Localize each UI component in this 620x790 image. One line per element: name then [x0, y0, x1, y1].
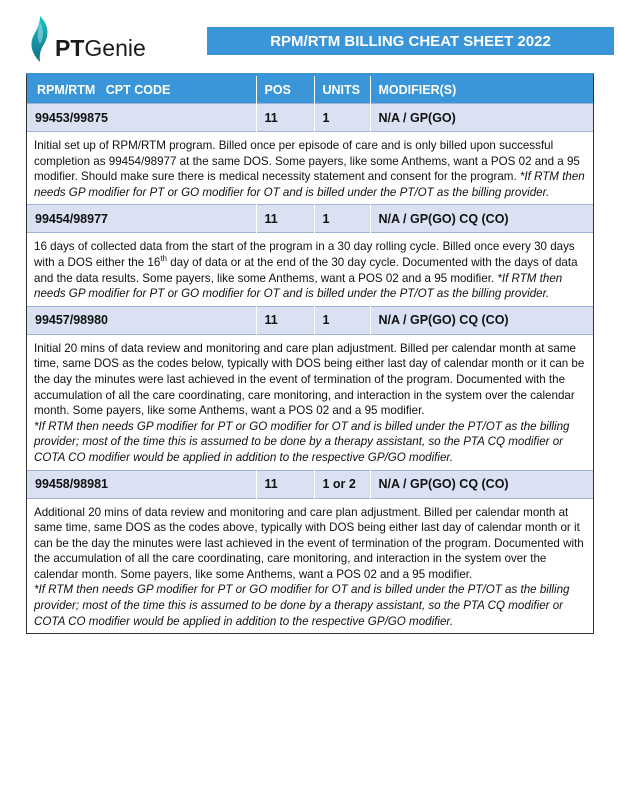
rtm-note: *If RTM then needs GP modifier for PT or GO modifier for OT and is billed under the PT/OT as the billing provider. — [34, 271, 563, 301]
table-row — [27, 205, 593, 233]
pos-cell: 11 — [256, 205, 314, 233]
cpt-code-cell: 99457/98980 — [27, 306, 256, 334]
table-row — [27, 470, 593, 498]
billing-table — [26, 73, 594, 634]
modifier-cell: N/A / GP(GO) CQ (CO) — [370, 306, 593, 334]
cpt-code-cell: 99454/98977 — [27, 205, 256, 233]
ptgenie-logo — [28, 14, 198, 64]
pos-cell: 11 — [256, 306, 314, 334]
pos-cell: 11 — [256, 104, 314, 132]
rtm-note: *If RTM then needs GP modifier for PT or GO modifier for OT and is billed under the PT/OT as the billing provider; most of the time this is assumed to be done by a therapy assistant, so the PTA CQ modifier or COTA CO modifier would be applied in addition to the respective GP/GO modifier. — [34, 419, 570, 464]
description-row — [27, 334, 593, 470]
cpt-code-cell: 99453/99875 — [27, 104, 256, 132]
description-cell: 16 days of collected data from the start of the program in a 30 day rolling cycle. Billed once every 30 days with a DOS either the 16th day of data or at the end of the 30 day cycle. Documented with the days of data and the data results. Some payers, like some Anthems, want a POS 02 and a 95 modifier. *If RTM then needs GP modifier for PT or GO modifier for OT and is billed under the PT/OT as the billing provider. — [27, 233, 593, 306]
logo-leaf-icon — [28, 14, 52, 64]
table-row — [27, 306, 593, 334]
cpt-code-cell: 99458/98981 — [27, 470, 256, 498]
modifier-cell: N/A / GP(GO) CQ (CO) — [370, 470, 593, 498]
pos-cell: 11 — [256, 470, 314, 498]
modifier-cell: N/A / GP(GO) — [370, 104, 593, 132]
header-cpt-code: RPM/RTM CPT CODE — [27, 76, 256, 104]
table-row — [27, 104, 593, 132]
description-row — [27, 132, 593, 205]
units-cell: 1 — [314, 104, 370, 132]
description-row — [27, 498, 593, 633]
rtm-note: *If RTM then needs GP modifier for PT or GO modifier for OT and is billed under the PT/OT as the billing provider; most of the time this is assumed to be done by a therapy assistant, so the PTA CQ modifier or COTA CO modifier would be applied in addition to the respective GP/GO modifier. — [34, 583, 570, 628]
modifier-cell: N/A / GP(GO) CQ (CO) — [370, 205, 593, 233]
units-cell: 1 or 2 — [314, 470, 370, 498]
description-cell: Initial set up of RPM/RTM program. Billed once per episode of care and is only billed upon successful completion as 99454/98977 at the same DOS. Some payers, like some Anthems, want a POS 02 and a 95 modifier. Should make sure there is medical necessity statement and consent for the program. *If RTM then needs GP modifier for PT or GO modifier for OT and is billed under the PT/OT as the billing provider. — [27, 132, 593, 205]
page-title: RPM/RTM BILLING CHEAT SHEET 2022 — [270, 32, 551, 50]
page-title-banner — [207, 27, 614, 55]
header-units: UNITS — [314, 76, 370, 104]
description-row — [27, 233, 593, 306]
table-header-row — [27, 76, 593, 104]
rtm-note: *If RTM then needs GP modifier for PT or GO modifier for OT and is billed under the PT/OT as the billing provider. — [34, 170, 585, 199]
description-cell: Initial 20 mins of data review and monitoring and care plan adjustment. Billed per calendar month at same time, same DOS as the codes below, typically with DOS being either last day of calendar month or it can be the day the minutes were last achieved in the event of termination of the program. Documented with the accumulation of all the care coordinating, care monitoring, and interaction in the system over the calendar month. Some payers, like some Anthems, want a POS 02 and a 95 modifier. *If RTM then needs GP modifier for PT or GO modifier for OT and is billed under the PT/OT as the billing provider; most of the time this is assumed to be done by a therapy assistant, so the PTA CQ modifier or COTA CO modifier would be applied in addition to the respective GP/GO modifier. — [27, 334, 593, 470]
header-modifiers: MODIFIER(S) — [370, 76, 593, 104]
logo-wordmark: PTGenie — [55, 35, 146, 61]
description-cell: Additional 20 mins of data review and monitoring and care plan adjustment. Billed per calendar month at same time, same DOS as the codes above, typically with DOS being either last day of calendar month or it can be the day the minutes were last achieved in the event of termination of the program. Documented with the accumulation of all the care coordinating, care monitoring, and interaction in the system over the calendar month. Some payers, like some Anthems, want a POS 02 and a 95 modifier. *If RTM then needs GP modifier for PT or GO modifier for OT and is billed under the PT/OT as the billing provider; most of the time this is assumed to be done by a therapy assistant, so the PTA CQ modifier or COTA CO modifier would be applied in addition to the respective GP/GO modifier. — [27, 498, 593, 633]
units-cell: 1 — [314, 306, 370, 334]
header-pos: POS — [256, 76, 314, 104]
units-cell: 1 — [314, 205, 370, 233]
